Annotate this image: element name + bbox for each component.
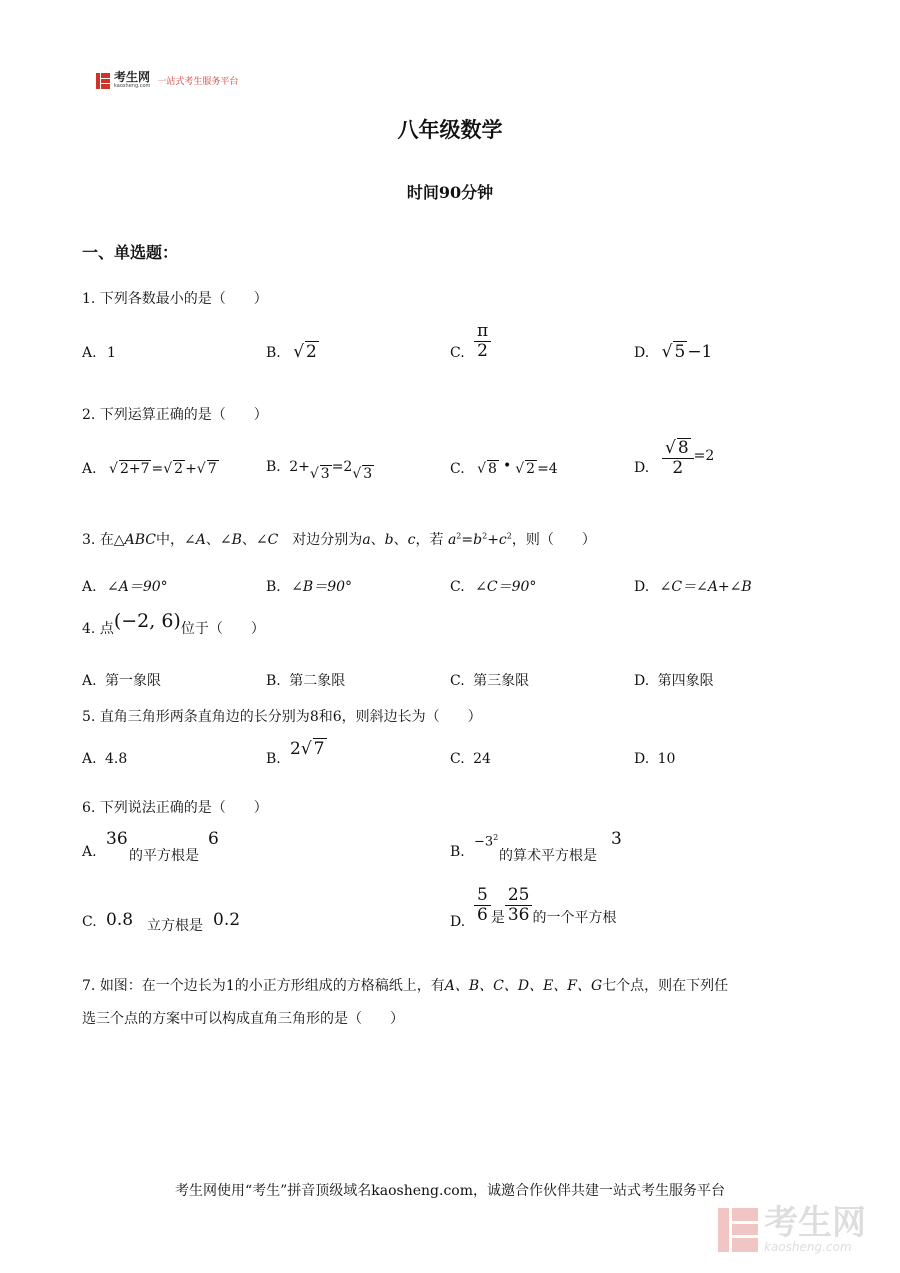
option-d-math <box>474 885 617 927</box>
dot: • <box>502 458 512 474</box>
question-number: 6. <box>82 800 96 816</box>
stem-text: 、∠ <box>241 532 268 548</box>
fraction <box>662 438 694 477</box>
option-label: A. <box>82 345 97 361</box>
stem-text: 和 <box>318 709 333 725</box>
stem-text: 如图：在一个边长为 <box>99 978 226 994</box>
option-label: C. <box>450 345 465 361</box>
question-stem: 下列运算正确的是（ ） <box>99 407 268 423</box>
option-a-text: 的平方根是 <box>129 848 199 864</box>
expr-text: =2 <box>693 447 715 464</box>
option-d <box>634 341 712 362</box>
denominator: 36 <box>507 904 530 925</box>
stem-var: ABC <box>124 532 156 548</box>
numerator: 5 <box>474 886 491 906</box>
radicand: 2+7 <box>119 461 150 477</box>
watermark-domain: kaosheng.com <box>764 1240 852 1254</box>
option-label: C. <box>82 914 97 930</box>
stem-number: 6 <box>332 709 342 725</box>
option-d <box>634 576 752 596</box>
stem-text: 的小正方形组成的方格稿纸上，有 <box>234 978 445 994</box>
option-label: B. <box>266 673 281 689</box>
radicand: 2 <box>306 342 317 362</box>
option-c-number: 0.8 <box>106 910 134 930</box>
expr-text: 2+ <box>289 459 310 475</box>
option-c <box>450 751 491 767</box>
stem-var: B <box>231 532 242 548</box>
fraction <box>505 886 533 924</box>
stem-text: 、∠ <box>205 532 232 548</box>
stem-var: c <box>407 532 416 548</box>
expr-tail: −1 <box>687 342 713 362</box>
question-5 <box>82 706 482 726</box>
option-b <box>266 341 319 362</box>
sqrt-expr: √ 3 <box>352 466 373 482</box>
question-4 <box>82 610 265 638</box>
stem-text: 位于（ ） <box>180 621 265 637</box>
radicand: 8 <box>488 461 497 477</box>
sqrt-expr: √ 8 <box>477 461 497 477</box>
base: −3 <box>474 834 494 850</box>
option-a <box>82 670 161 690</box>
stem-text: 、 <box>370 532 385 548</box>
fraction <box>474 322 491 360</box>
sqrt-expr: √ 7 <box>196 461 217 477</box>
sqrt-expr: √ 2+7 <box>109 461 150 477</box>
superscript: 2 <box>482 531 488 541</box>
sqrt-expr: √ 5 <box>661 342 686 362</box>
stem-text: 在△ <box>99 532 125 548</box>
coefficient: 2 <box>290 739 301 759</box>
option-c <box>450 670 529 690</box>
stem-text: 中，∠ <box>155 532 196 548</box>
option-a <box>82 345 116 361</box>
expr-text: =2 <box>331 459 353 475</box>
option-c-value: 0.2 <box>213 910 241 930</box>
stem-text: ，则斜边长为（ ） <box>341 709 482 725</box>
watermark-name: 考生网 <box>764 1203 866 1243</box>
exam-time: 时间90分钟 <box>406 183 494 202</box>
option-text: ∠C＝∠A+∠B <box>659 579 752 595</box>
option-text: 是 <box>490 910 505 927</box>
question-number: 5. <box>82 709 96 725</box>
radicand: 3 <box>320 466 330 482</box>
radicand: 7 <box>313 739 325 759</box>
stem-text: 点 <box>99 621 114 637</box>
option-label: A. <box>82 461 97 477</box>
denominator: 2 <box>672 457 684 478</box>
option-text: 10 <box>657 751 676 767</box>
denominator: 6 <box>477 904 488 925</box>
option-label: D. <box>634 579 650 595</box>
stem-text: ，若 <box>415 532 448 548</box>
option-text: 第三象限 <box>473 673 530 689</box>
question-2 <box>82 404 268 424</box>
radicand: 5 <box>674 342 686 362</box>
option-label: B. <box>266 459 281 475</box>
option-label: D. <box>634 751 650 767</box>
sqrt-expr: √ 2 <box>163 461 184 477</box>
fraction <box>474 886 491 924</box>
option-label: C. <box>450 461 465 477</box>
option-text: 的一个平方根 <box>532 910 617 927</box>
fraction-pi-2 <box>474 322 491 360</box>
option-a-number: 36 <box>106 829 128 849</box>
logo-icon <box>96 73 110 89</box>
option-a-value: 6 <box>208 829 219 849</box>
option-b-value: 3 <box>611 829 622 849</box>
numerator: π <box>474 322 491 342</box>
stem-var: A <box>195 532 206 548</box>
stem-text: ，则（ ） <box>511 532 596 548</box>
option-label: C. <box>450 579 465 595</box>
question-number: 4. <box>82 621 96 637</box>
superscript: 2 <box>456 531 462 541</box>
option-c-text: 立方根是 <box>147 918 203 934</box>
stem-var: c <box>498 532 507 548</box>
question-number: 7. <box>82 978 96 994</box>
option-c <box>450 576 536 596</box>
sqrt-expr: √ 8 <box>665 438 689 458</box>
option-a <box>82 460 219 477</box>
question-number: 3. <box>82 532 96 548</box>
option-label: C. <box>450 751 465 767</box>
radicand: 7 <box>207 461 217 477</box>
brand-domain: kaosheng.com <box>114 83 151 89</box>
radicand: 2 <box>174 461 184 477</box>
brand-logo <box>96 72 238 89</box>
stem-var: a <box>447 532 457 548</box>
radicand: 2 <box>526 461 536 477</box>
option-text: 第一象限 <box>105 673 162 689</box>
footer-text: 考生网使用“考生”拼音顶级域名kaosheng.com，诚邀合作伙伴共建一站式考生服务平台 <box>174 1183 726 1199</box>
option-text: 4.8 <box>105 751 128 767</box>
option-label: B. <box>266 579 281 595</box>
option-b <box>450 844 465 860</box>
option-c <box>82 914 97 930</box>
sqrt-expr: √ 2 <box>515 461 536 477</box>
question-number: 1. <box>82 291 96 307</box>
option-label: A. <box>82 673 97 689</box>
numerator: 25 <box>505 886 533 906</box>
stem-points: A、B、C、D、E、F、G <box>444 978 603 994</box>
expr-text: =4 <box>537 461 558 477</box>
stem-text: + <box>487 532 499 548</box>
superscript: 2 <box>506 531 512 541</box>
option-a <box>82 751 127 767</box>
question-7 <box>82 975 728 995</box>
stem-text: 、 <box>393 532 408 548</box>
option-a <box>82 844 97 860</box>
option-label: B. <box>266 345 281 361</box>
sqrt-expr: √ 2 <box>293 342 317 362</box>
stem-var: b <box>473 532 483 548</box>
radicand: 8 <box>677 438 689 458</box>
option-b <box>266 751 281 767</box>
option-label: D. <box>634 345 650 361</box>
question-number: 2. <box>82 407 96 423</box>
stem-text: 七个点，则在下列任 <box>602 978 729 994</box>
option-text: ∠A＝90° <box>107 579 168 595</box>
option-text: ∠B＝90° <box>291 579 353 595</box>
option-label: B. <box>450 844 465 860</box>
sqrt-expr: √ 7 <box>300 739 325 759</box>
stem-text: 对边分别为 <box>278 532 363 548</box>
option-label: C. <box>450 673 465 689</box>
denominator: 2 <box>477 340 488 361</box>
option-text: 24 <box>473 751 491 767</box>
stem-var: a <box>362 532 371 548</box>
section-title: 一、单选题： <box>82 243 179 262</box>
question-stem: 下列各数最小的是（ ） <box>99 291 268 307</box>
superscript: 2 <box>493 833 499 842</box>
page-title: 八年级数学 <box>397 117 503 142</box>
brand-name: 考生网 <box>114 70 151 84</box>
stem-text: 直角三角形两条直角边的长分别为 <box>99 709 310 725</box>
question-3 <box>82 529 596 549</box>
question-1 <box>82 288 268 308</box>
numerator <box>662 438 694 459</box>
radicand: 3 <box>363 466 373 482</box>
option-b-text: 的算术平方根是 <box>499 848 597 864</box>
option-text: 1 <box>107 345 116 361</box>
option-b <box>266 458 374 482</box>
plus: + <box>185 461 197 477</box>
watermark-icon <box>718 1208 758 1252</box>
watermark-logo <box>718 1203 866 1254</box>
sqrt-expr: √ 3 <box>309 466 330 482</box>
option-d-math <box>662 438 714 477</box>
option-c <box>450 460 558 477</box>
option-label: B. <box>266 751 281 767</box>
option-label: D. <box>450 914 466 930</box>
option-b-math <box>290 738 327 759</box>
option-b <box>266 670 345 690</box>
option-label: A. <box>82 751 97 767</box>
option-text: ∠C＝90° <box>475 579 537 595</box>
point-coords: (−2, 6) <box>113 610 181 632</box>
option-b <box>266 576 352 596</box>
brand-slogan: 一站式考生服务平台 <box>157 77 239 87</box>
question-6 <box>82 797 268 817</box>
option-text: 第二象限 <box>289 673 346 689</box>
option-label: A. <box>82 844 97 860</box>
stem-var: b <box>384 532 394 548</box>
option-d <box>634 751 675 767</box>
option-label: D. <box>634 460 650 476</box>
option-a <box>82 576 168 596</box>
option-text: 第四象限 <box>657 673 714 689</box>
option-b-math <box>474 833 498 849</box>
stem-var: C <box>267 532 279 548</box>
question-stem: 下列说法正确的是（ ） <box>99 800 268 816</box>
stem-text: = <box>461 532 474 548</box>
option-c <box>450 345 465 361</box>
equals: = <box>151 461 164 477</box>
option-label: A. <box>82 579 97 595</box>
option-d <box>634 460 649 476</box>
question-7-line2: 选三个点的方案中可以构成直角三角形的是（ ） <box>82 1011 404 1027</box>
option-d <box>450 914 465 930</box>
stem-number: 1 <box>225 978 235 994</box>
option-label: D. <box>634 673 650 689</box>
option-d <box>634 670 714 690</box>
stem-number: 8 <box>309 709 319 725</box>
